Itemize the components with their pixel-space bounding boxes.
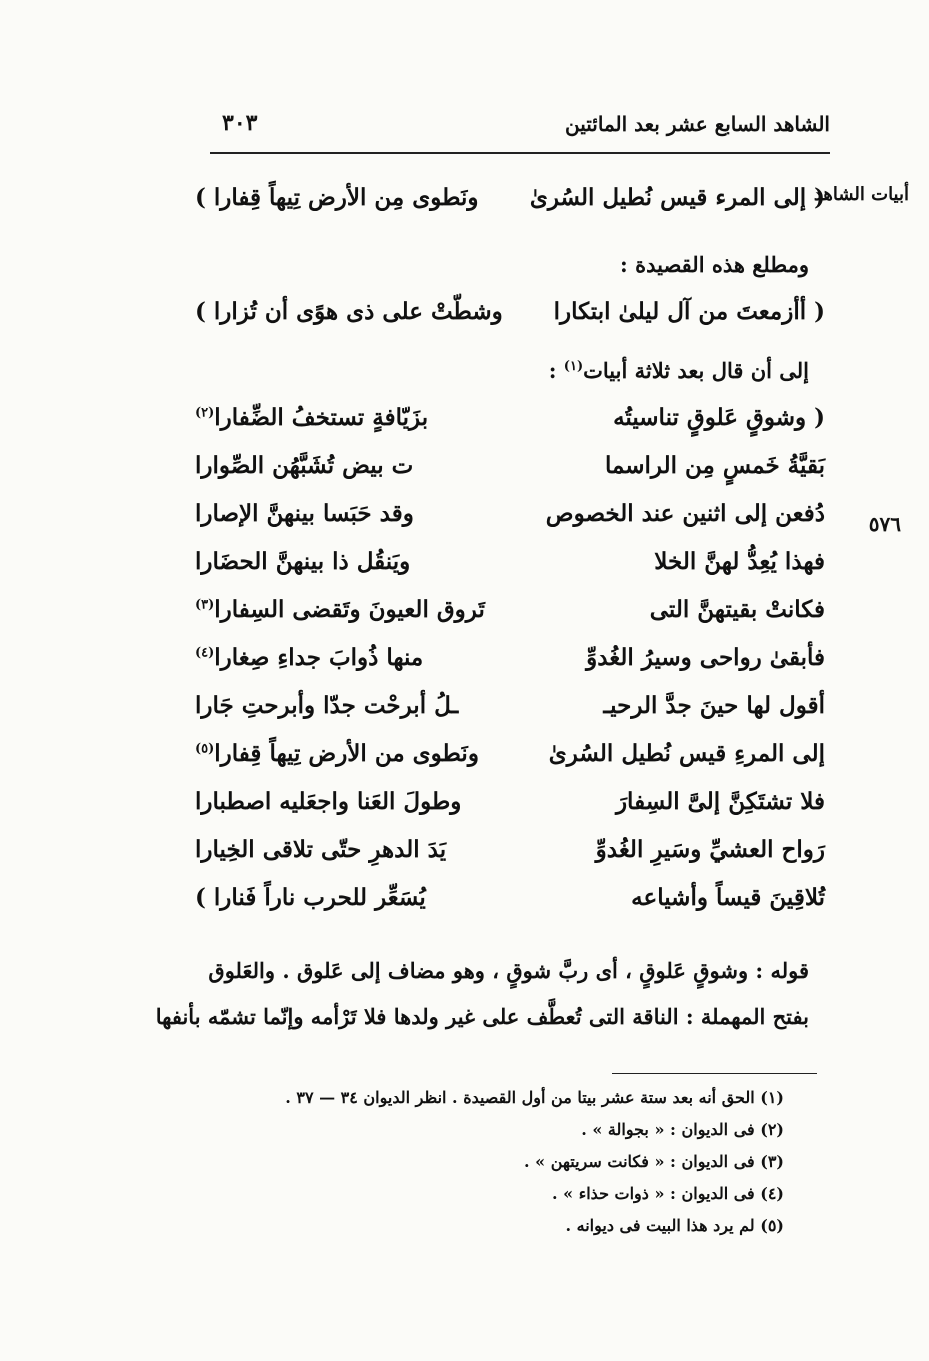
poem-verse [195, 548, 825, 588]
footnote-marker: (٥) [195, 741, 215, 757]
footnote-5: (٥) لم يرد هذا البيت فى ديوانه . [565, 1216, 784, 1235]
poem-verse [195, 452, 825, 492]
verse-left-hemistich: وشطّتْ على ذى هوًى أن تُزارا ) [195, 298, 503, 325]
verse-left-text: بزَيّافةٍ تستخفُ الضِّفارا [214, 404, 429, 431]
side-label: أبيات الشاهد [813, 184, 909, 205]
verse-right-hemistich: أقول لها حينَ جدَّ الرحيـ [603, 692, 825, 719]
poem-verse [195, 500, 825, 540]
verse-right-hemistich: بَقيَّةُ خَمسٍ مِن الراسما [604, 452, 825, 479]
verse-right-hemistich: فهذا يُعِدُّ لهنَّ الخلا [654, 548, 825, 575]
header-rule [210, 152, 830, 154]
verse-right-hemistich: ( أأزمعتَ من آل ليلىٰ ابتكارا [553, 298, 825, 325]
verse-left-hemistich [195, 548, 410, 575]
footnote-marker: (٤) [195, 645, 215, 661]
verse-left-hemistich [195, 884, 426, 911]
footnote-3: (٣) فى الديوان : « فكانت سريتهن » . [524, 1152, 784, 1171]
verse-left-text: وقد حَبَسا بينهنَّ الإصارا [195, 500, 414, 527]
verse-right-hemistich: فأبقىٰ رواحى وسيرُ الغُدوِّ [586, 644, 825, 671]
verse-right-hemistich: فكانتْ بقيتهنَّ التى [649, 596, 825, 623]
verse-left-hemistich [195, 404, 428, 431]
verse-right-hemistich: دُفعن إلى اثنين عند الخصوص [545, 500, 825, 527]
verse-left-hemistich [195, 836, 446, 863]
verse-left-hemistich [195, 692, 458, 719]
footnote-4: (٤) فى الديوان : « ذوات حذاء » . [551, 1184, 784, 1203]
commentary-line-2: بفتح المهملة : الناقة التى تُعطَّف على غير ولدها فلا تَرْأمه وإنّما تشمّه بأنفها [155, 1004, 809, 1029]
matla-verse [195, 298, 825, 338]
verse-left-text: يُسَعِّر للحرب ناراً فَنارا ) [195, 884, 426, 911]
verse-left-hemistich [195, 644, 423, 671]
verse-right-hemistich: فلا تشتَكِنَّ إلىَّ السِفارَ [615, 788, 825, 815]
verse-left-text: تَروق العيونَ وتَقضى السِفارا [214, 596, 485, 623]
poem-verse [195, 836, 825, 876]
verse-left-hemistich: ونَطوى مِن الأرض تِيهاً قِفارا ) [195, 184, 479, 211]
footnote-1: (١) الحق أنه بعد ستة عشر بيتا من أول القصيدة . انظر الديوان ٣٤ — ٣٧ . [285, 1088, 784, 1107]
opening-verse [195, 184, 825, 224]
verse-right-hemistich: ( إلى المرء قيس نُطيل السُرىٰ [529, 184, 825, 211]
verse-right-hemistich: إلى المرءِ قيس نُطيل السُرىٰ [548, 740, 825, 767]
verse-left-text: وطولَ العَنا واجعَليه اصطبارا [195, 788, 462, 815]
poem-verse [195, 644, 825, 684]
after-line-text: إلى أن قال بعد ثلاثة أبيات [583, 358, 809, 383]
verse-left-text: منها ذُوابَ جداءِ صِغارا [214, 644, 424, 671]
poem-verse [195, 596, 825, 636]
verse-left-hemistich [195, 596, 485, 623]
verse-left-hemistich [195, 500, 414, 527]
verse-left-text: ويَنقُل ذا بينهنَّ الحضَارا [195, 548, 411, 575]
commentary-line-1: قوله : وشوقٍ عَلوقٍ ، أى ربَّ شوقٍ ، وهو مضاف إلى عَلوق . والعَلوق [208, 958, 809, 983]
poem-verse [195, 740, 825, 780]
poem-verse [195, 692, 825, 732]
running-title: الشاهد السابع عشر بعد المائتين [565, 112, 830, 136]
verse-left-text: يَدَ الدهرِ حتّى تلاقى الخِيارا [195, 836, 447, 863]
page-header [210, 112, 830, 148]
intro-line: ومطلع هذه القصيدة : [620, 252, 809, 277]
footnote-marker: (٣) [195, 597, 215, 613]
verse-left-hemistich [195, 788, 461, 815]
poem-verse [195, 788, 825, 828]
after-line: إلى أن قال بعد ثلاثة أبيات$^{(١)}$ : [548, 358, 809, 383]
verse-left-hemistich [195, 740, 479, 767]
verse-left-text: ـلُ أبرحْت جدّا وأبرحتِ جَارا [195, 692, 459, 719]
verse-left-text: ونَطوى من الأرض تِيهاً قِفارا [214, 740, 479, 767]
footnote-marker: (٢) [195, 405, 215, 421]
footnote-rule [612, 1073, 817, 1074]
side-number: ٥٧٦ [868, 512, 901, 536]
verse-left-text: ت بيض تُشَبَّهُن الصِّوارا [195, 452, 414, 479]
footnote-marker: (١) [563, 359, 584, 374]
verse-left-hemistich [195, 452, 413, 479]
verse-right-hemistich: ( وشوقٍ عَلوقٍ تناسيتُه [613, 404, 825, 431]
verse-right-hemistich: رَواح العشيِّ وسَيرِ الغُدوِّ [595, 836, 825, 863]
page-number: ٣٠٣ [222, 110, 258, 136]
verse-right-hemistich: تُلاقِينَ قيساً وأشياعه [631, 884, 825, 911]
poem-verse [195, 884, 825, 924]
footnote-2: (٢) فى الديوان : « بجوالة » . [581, 1120, 784, 1139]
poem-verse [195, 404, 825, 444]
